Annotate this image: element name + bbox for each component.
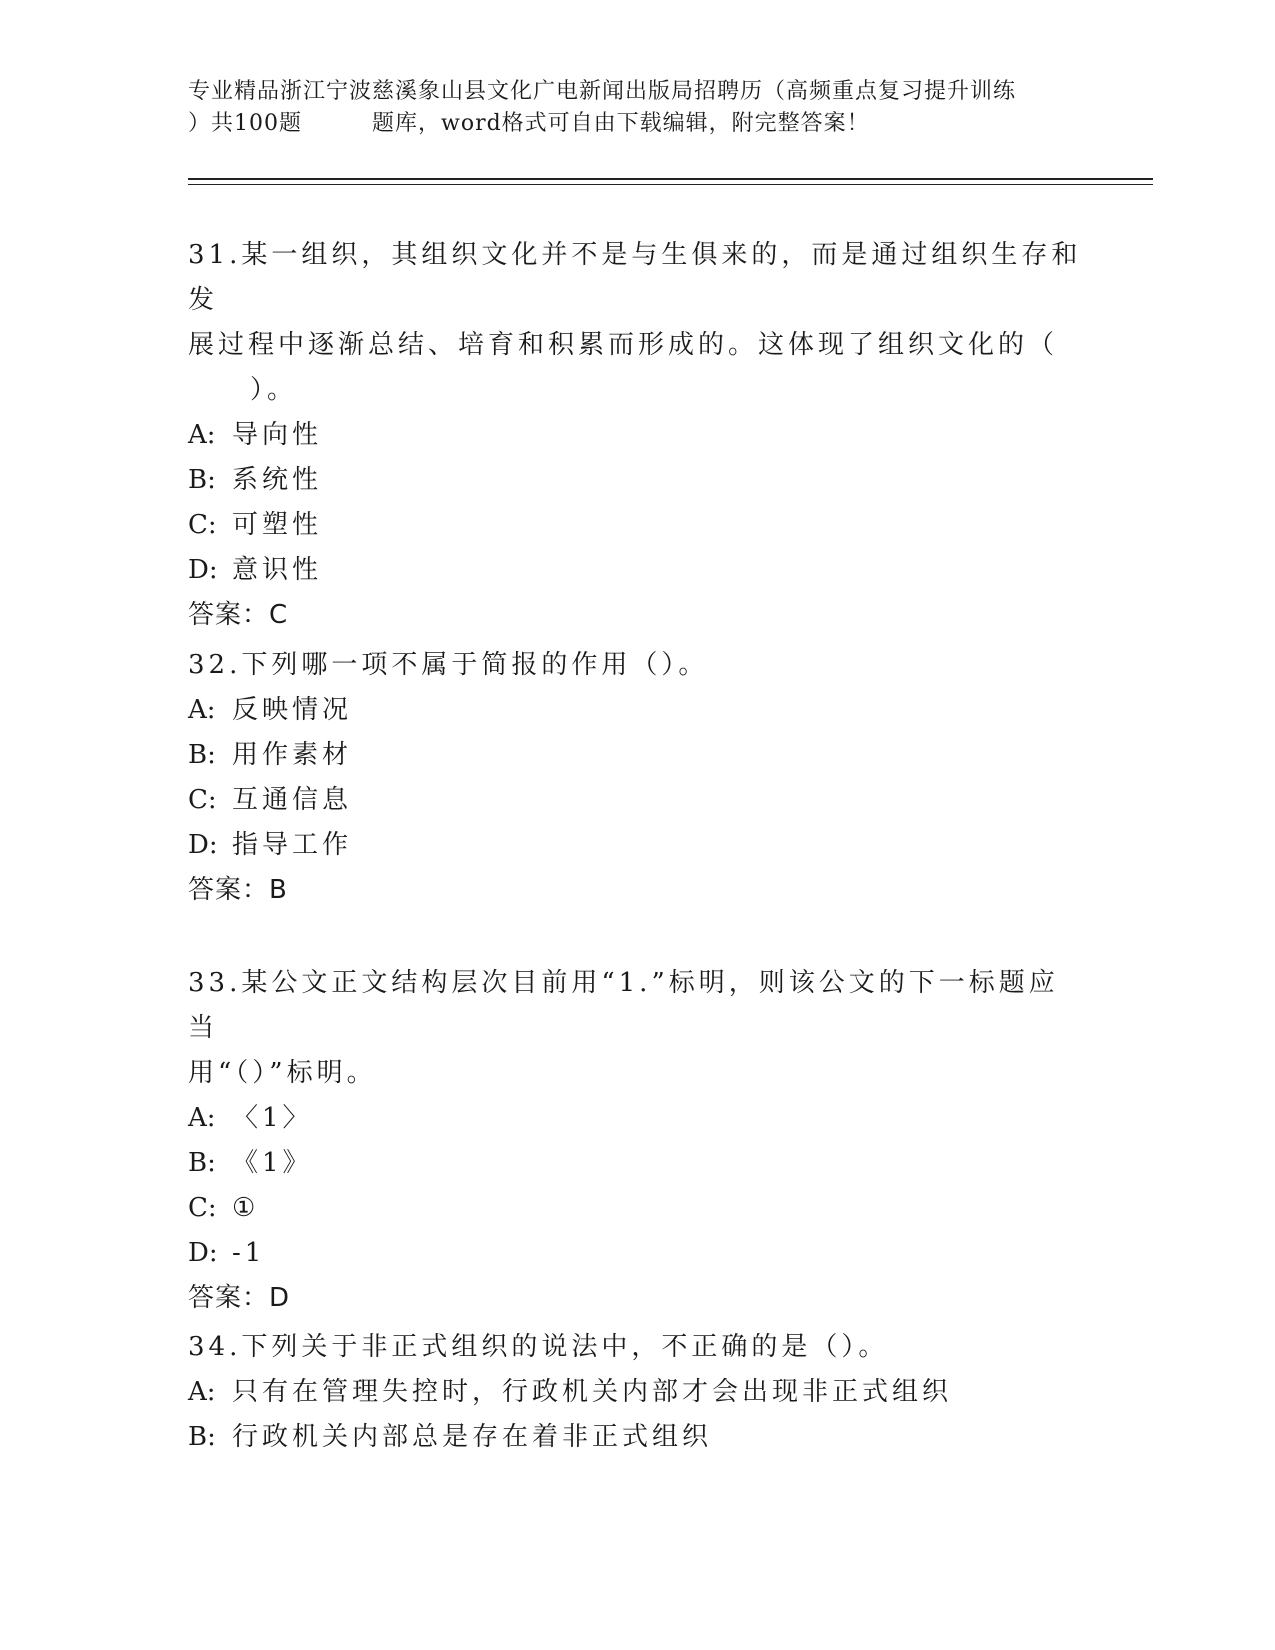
option-label: B: [188,465,216,495]
option-text: 导向性 [232,420,323,450]
option-text: ① [232,1193,260,1223]
header-line-2 [188,108,1088,140]
option-c [188,503,1088,548]
option-d [188,823,1088,868]
option-text: 意识性 [232,555,323,585]
option-label: A: [188,1103,216,1133]
question-stem-tail: ）。 [250,375,298,405]
question-stem-line: 用“（）”标明。 [188,1058,377,1088]
option-label: C: [188,1193,217,1223]
question-32 [188,643,1088,913]
option-text: 行政机关内部总是存在着非正式组织 [232,1422,713,1452]
option-b [188,458,1088,503]
question-stem-line: 展过程中逐渐总结、培育和积累而形成的。这体现了组织文化的（ [188,330,1059,360]
header-line-2-a: ）共100题 [188,111,302,136]
option-text: 〈1〉 [232,1103,313,1133]
option-b [188,1415,1088,1460]
question-stem-line: 32.下列哪一项不属于简报的作用（）。 [188,650,709,680]
question-33 [188,961,1088,1321]
option-a [188,1096,1088,1141]
question-stem-line [188,368,1088,413]
answer-line: 答案：D [188,1283,291,1313]
option-d [188,1231,1088,1276]
header-line-2-b: 题库，word格式可自由下载编辑，附完整答案！ [372,111,870,136]
option-label: B: [188,1422,216,1452]
option-c [188,1186,1088,1231]
option-label: A: [188,1377,216,1407]
option-label: D: [188,1238,218,1268]
option-b [188,733,1088,778]
option-a [188,1370,1088,1415]
option-text: 系统性 [232,465,323,495]
option-label: C: [188,510,217,540]
option-text: 指导工作 [232,830,353,860]
option-label: B: [188,1148,216,1178]
option-label: A: [188,420,216,450]
option-text: 可塑性 [232,510,323,540]
option-label: D: [188,555,218,585]
option-a [188,688,1088,733]
option-label: A: [188,695,216,725]
question-stem-line: 31.某一组织，其组织文化并不是与生俱来的，而是通过组织生存和发 [188,240,1082,315]
option-d [188,548,1088,593]
header-line-1: 专业精品浙江宁波慈溪象山县文化广电新闻出版局招聘历（高频重点复习提升训练 [188,79,1017,104]
header-divider-thick [188,178,1153,180]
answer-line: 答案：B [188,875,288,905]
question-stem-line: 34.下列关于非正式组织的说法中，不正确的是（）。 [188,1332,889,1362]
option-b [188,1141,1088,1186]
question-31 [188,233,1088,638]
option-label: B: [188,740,216,770]
option-text: 反映情况 [232,695,353,725]
option-label: C: [188,785,217,815]
option-text: 用作素材 [232,740,353,770]
question-stem-line: 33.某公文正文结构层次目前用“1.”标明，则该公文的下一标题应当 [188,968,1059,1043]
option-text: 互通信息 [232,785,353,815]
option-text: -1 [232,1238,266,1268]
header-divider-thin [188,184,1153,185]
answer-line: 答案：C [188,600,289,630]
question-34 [188,1325,1088,1460]
document-header [188,76,1088,140]
option-c [188,778,1088,823]
option-label: D: [188,830,218,860]
option-text: 《1》 [232,1148,313,1178]
option-a [188,413,1088,458]
option-text: 只有在管理失控时，行政机关内部才会出现非正式组织 [232,1377,953,1407]
